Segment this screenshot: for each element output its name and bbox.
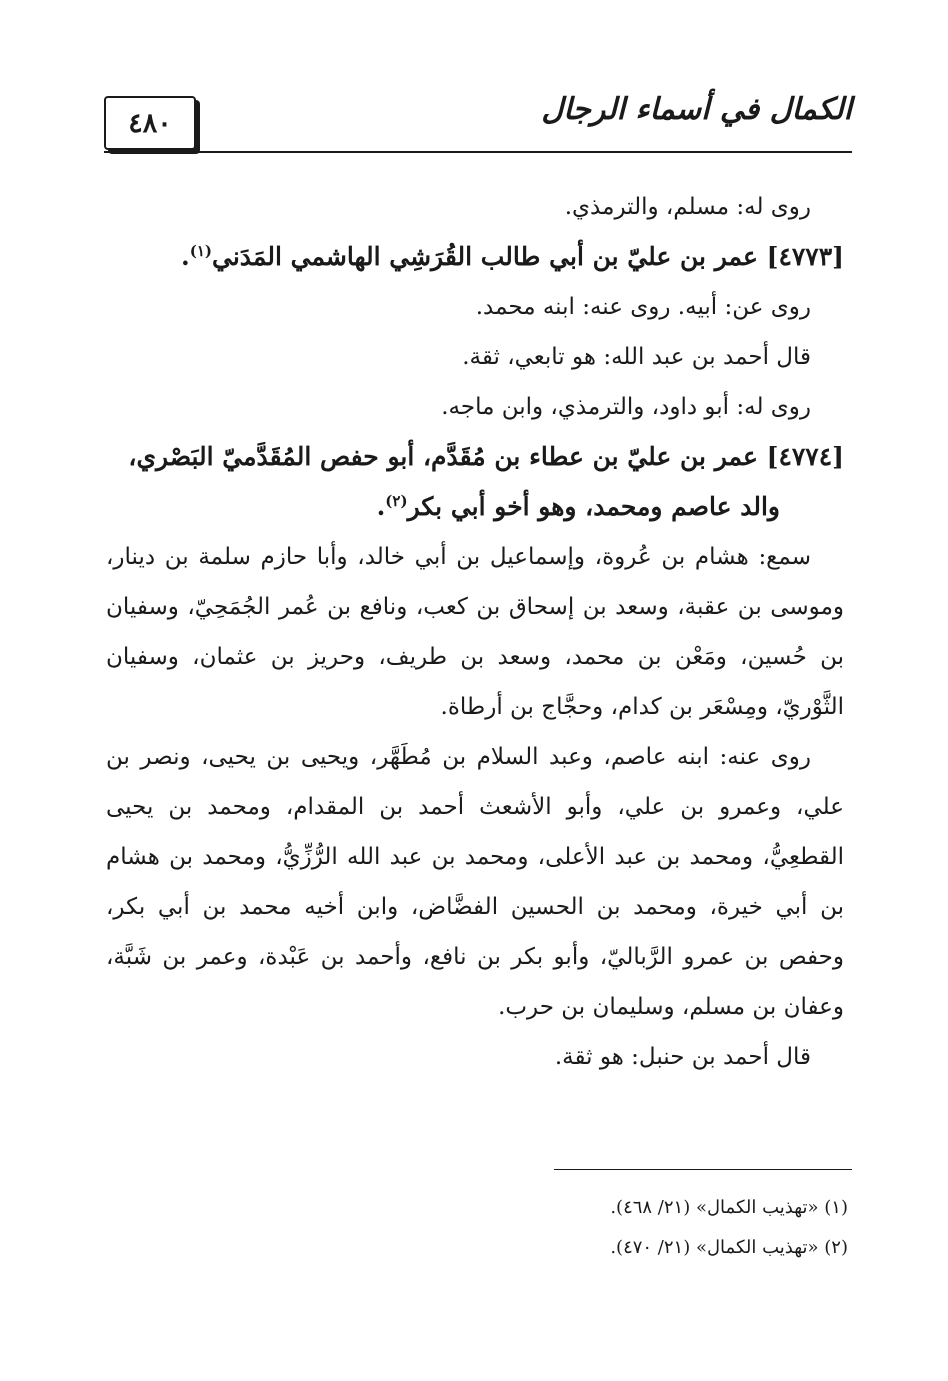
paragraph-narrated-from: روى عن: أبيه. روى عنه: ابنه محمد. <box>475 294 811 320</box>
page-number-box <box>104 96 196 150</box>
running-head-title: الكمال في أسماء الرجال <box>541 92 852 127</box>
paragraph-narrators: روى له: أبو داود، والترمذي، وابن ماجه. <box>441 394 811 420</box>
footnote-2: (٢) «تهذيب الكمال» (٢١/ ٤٧٠). <box>610 1237 848 1258</box>
entry-number: [٤٧٧٣] <box>766 242 844 271</box>
paragraph-heard-from: سمع: هشام بن عُروة، وإسماعيل بن أبي خالد، وأبا حازم سلمة بن دينار، وموسى بن عقبة، وسعد بن إسحاق بن كعب، ونافع بن عُمر الجُمَحِيّ، وسفيان بن حُسين، ومَعْن بن محمد، وسعد بن طريف، وحريز بن عثمان، وسفيان الثَّوْريّ، ومِسْعَر بن كدام، وحجَّاج بن أرطاة. <box>106 544 844 720</box>
header-rule <box>104 151 852 153</box>
paragraph-narrated-by: روى عنه: ابنه عاصم، وعبد السلام بن مُطَهَّر، ويحيى بن يحيى، ونصر بن علي، وعمرو بن علي، وأبو الأشعث أحمد بن المقدام، ومحمد بن يحيى القطعِيُّ، ومحمد بن عبد الأعلى، ومحمد بن عبد الله الرُّزِّيُّ، ومحمد بن هشام بن أبي خيرة، ومحمد بن الحسين الفضَّاض، وابن أخيه محمد بن أبي بكر، وحفص بن عمرو الرَّباليّ، وأبو بكر بن نافع، وأحمد بن عَبْدة، وعمر بن شَبَّة، وعفان بن مسلم، وسليمان بن حرب. <box>106 744 844 1020</box>
footnote-1: (١) «تهذيب الكمال» (٢١/ ٤٦٨). <box>610 1197 848 1218</box>
paragraph-grading: قال أحمد بن حنبل: هو ثقة. <box>554 1044 811 1070</box>
paragraph-narrators: روى له: مسلم، والترمذي. <box>564 194 811 220</box>
entry-number: [٤٧٧٤] <box>766 442 844 471</box>
entry-end: . <box>376 492 386 521</box>
footnote-ref: (١) <box>189 242 212 260</box>
page-number: ٤٨٠ <box>128 107 172 139</box>
body-text <box>106 182 844 1082</box>
entry-end: . <box>180 242 190 271</box>
entry-4774-heading <box>106 432 844 532</box>
entry-name: عمر بن عليّ بن عطاء بن مُقَدَّم، أبو حفص المُقَدَّميّ البَصْري، <box>128 442 758 471</box>
entry-name: عمر بن عليّ بن أبي طالب القُرَشِي الهاشمي المَدَني <box>211 242 758 271</box>
entry-4773-heading <box>106 232 844 282</box>
paragraph-grading: قال أحمد بن عبد الله: هو تابعي، ثقة. <box>462 344 811 370</box>
footnotes <box>248 1188 848 1268</box>
entry-name-continuation <box>106 482 844 532</box>
footnote-ref: (٢) <box>385 492 408 510</box>
footnote-rule <box>554 1169 852 1170</box>
entry-name-line2: والد عاصم ومحمد، وهو أخو أبي بكر <box>407 492 780 521</box>
